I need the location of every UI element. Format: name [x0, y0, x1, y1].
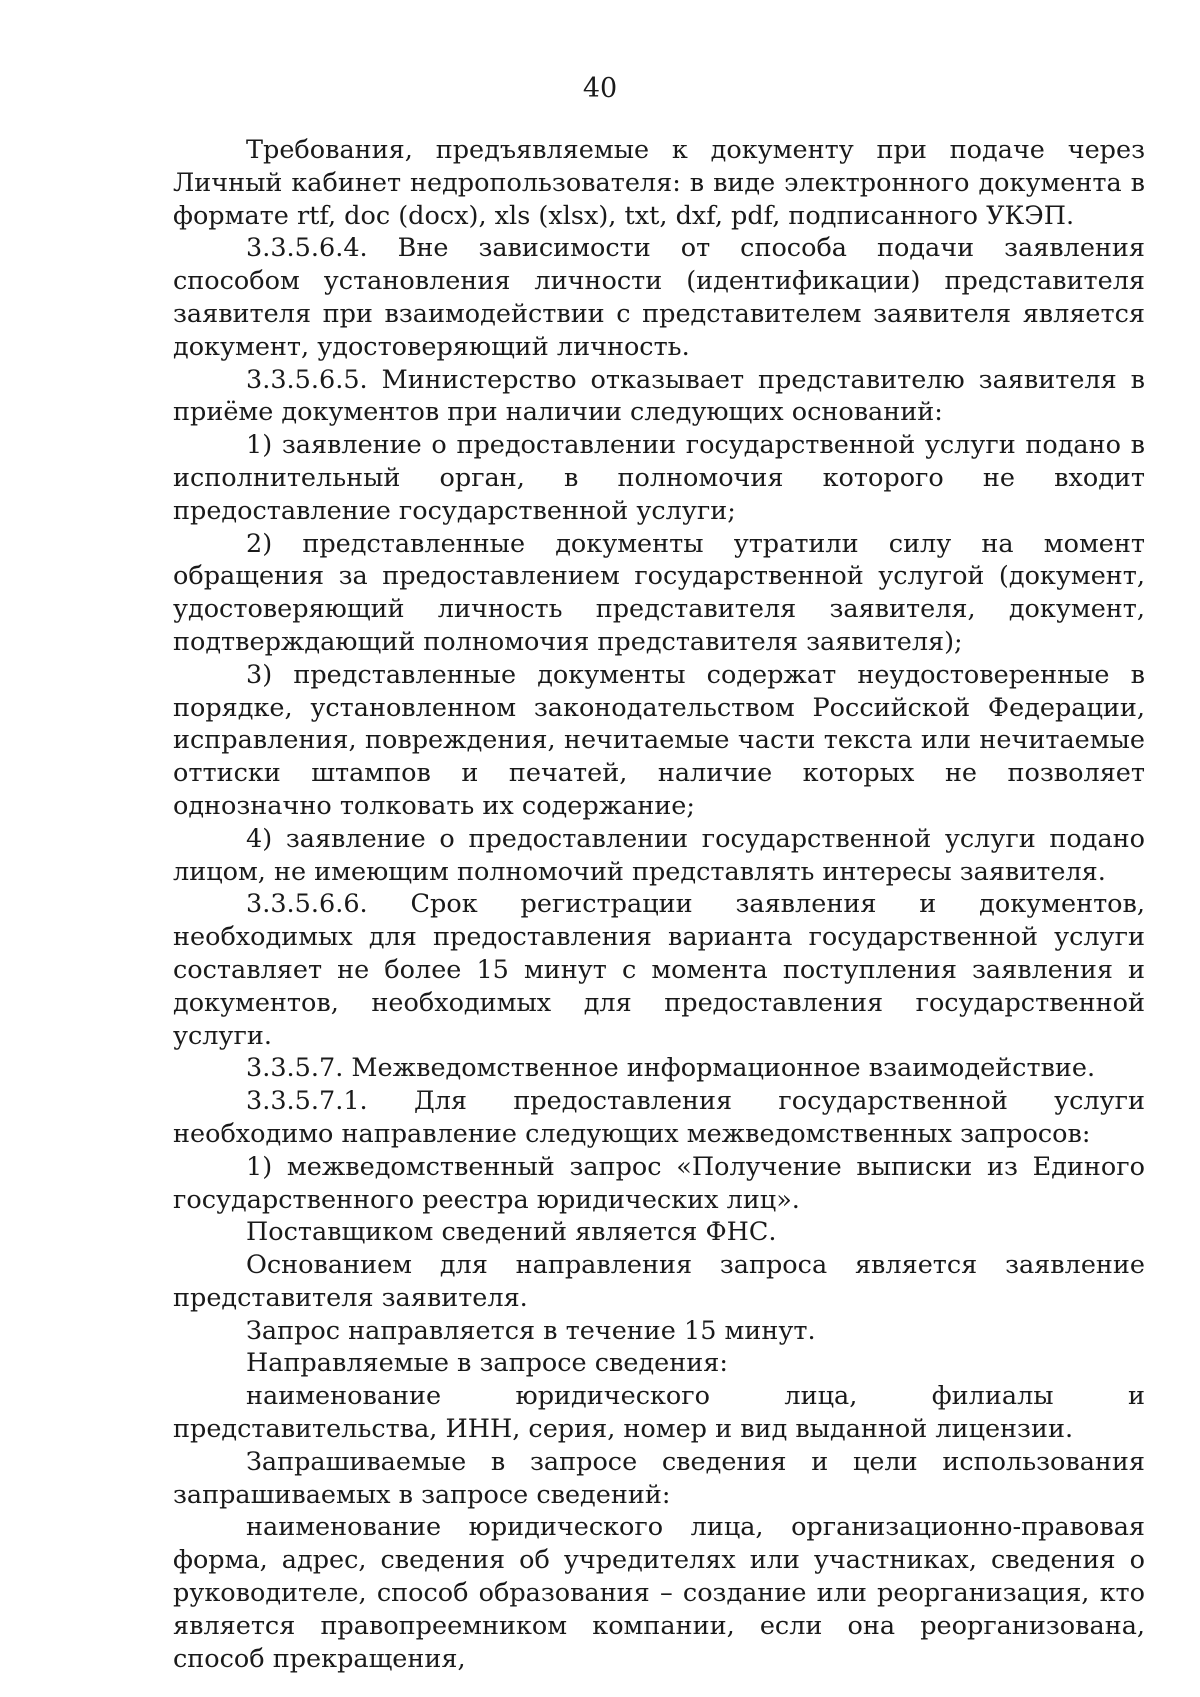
paragraph-doc-requirements: Требования, предъявляемые к документу при подаче через Личный кабинет недропользователя: в виде электронного документа в формате rtf, doc (docx), xls (xlsx), txt, dxf, pdf, подписанного УКЭП. [173, 135, 1145, 231]
document-body [173, 134, 1145, 1675]
paragraph-3-3-5-6-6: 3.3.5.6.6. Срок регистрации заявления и документов, необходимых для предоставления варианта государственной услуги составляет не более 15 минут с момента поступления заявления и документов, необходимых для предоставления государственной услуги. [173, 889, 1145, 1051]
paragraph-3-3-5-7-1: 3.3.5.7.1. Для предоставления государственной услуги необходимо направление следующих межведомственных запросов: [173, 1086, 1145, 1149]
paragraph-sent-data-heading: Направляемые в запросе сведения: [246, 1348, 728, 1379]
list-item-refusal-2: 2) представленные документы утратили силу на момент обращения за предоставлением государственной услугой (документ, удостоверяющий личность представителя заявителя, документ, подтверждающий полномочия представителя заявителя); [173, 528, 1145, 657]
paragraph-3-3-5-6-5: 3.3.5.6.5. Министерство отказывает представителю заявителя в приёме документов при наличии следующих оснований: [173, 364, 1145, 428]
paragraph-provider: Поставщиком сведений является ФНС. [246, 1217, 777, 1248]
paragraph-basis: Основанием для направления запроса является заявление представителя заявителя. [173, 1250, 1145, 1313]
paragraph-request-time: Запрос направляется в течение 15 минут. [246, 1315, 816, 1346]
section-heading-3-3-5-7: 3.3.5.7. Межведомственное информационное взаимодействие. [246, 1053, 1096, 1084]
page-number: 40 [582, 73, 618, 104]
paragraph-sent-data: наименование юридического лица, филиалы и представительства, ИНН, серия, номер и вид выданной лицензии. [173, 1381, 1145, 1445]
list-item-refusal-1: 1) заявление о предоставлении государственной услуги подано в исполнительный орган, в полномочия которого не входит предоставление государственной услуги; [173, 430, 1145, 526]
list-item-refusal-3: 3) представленные документы содержат неудостоверенные в порядке, установленном законодательством Российской Федерации, исправления, повреждения, нечитаемые части текста или нечитаемые оттиски штампов и печатей, наличие которых не позволяет однозначно толковать их содержание; [173, 659, 1145, 821]
paragraph-requested-data: наименование юридического лица, организационно-правовая форма, адрес, сведения об учредителях или участниках, сведения о руководителе, способ образования – создание или реорганизация, кто является правопреемником компании, если она реорганизована, способ прекращения, [173, 1512, 1145, 1674]
paragraph-3-3-5-6-4: 3.3.5.6.4. Вне зависимости от способа подачи заявления способом установления личности (идентификации) представителя заявителя при взаимодействии с представителем заявителя является документ, удостоверяющий личность. [173, 233, 1145, 362]
list-item-request-1: 1) межведомственный запрос «Получение выписки из Единого государственного реестра юридических лиц». [173, 1151, 1145, 1215]
list-item-refusal-4: 4) заявление о предоставлении государственной услуги подано лицом, не имеющим полномочий представлять интересы заявителя. [173, 823, 1145, 887]
paragraph-requested-data-heading: Запрашиваемые в запросе сведения и цели использования запрашиваемых в запросе сведений: [173, 1446, 1145, 1510]
